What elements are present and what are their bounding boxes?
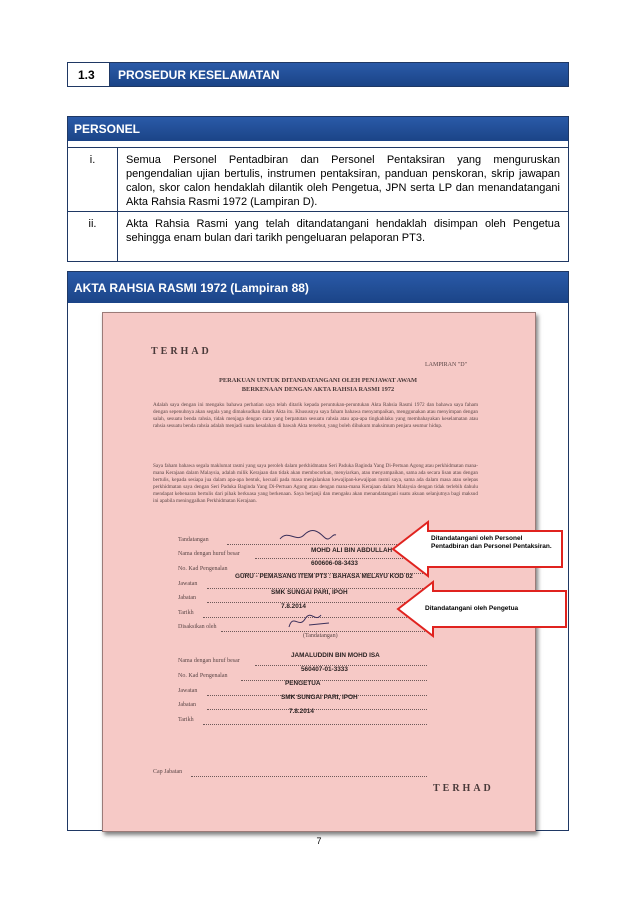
form-title-line1: PERAKUAN UNTUK DITANDATANGANI OLEH PENJAWAT AWAM [218, 377, 418, 384]
declaration-paragraph-1: Adalah saya dengan ini mengaku bahawa perhatian saya telah ditarik kepada peruntukan-peruntukan Akta Rahsia Rasmi 1972 dan bahawa saya faham dengan sepenuhnya akan segala yang dimaksudkan dalam Akta itu. Khususnya saya faham bahawa menyampaikan, menggunakan atau menyimpan dengan salah, sesuatu benda rahsia, tidak menjaga dengan cara yang berpatutan sesuatu rahsia atau apa-apa tingkahlaku yang membahayakan keselamatan atau rahsia sesuatu benda rahsia adalah menjadi suatu kesalahan di bawah Akta tersebut, yang boleh dihukum maksimum penjara seumur hidup. [153, 402, 478, 429]
arrow-2-label: Ditandatangani oleh Pengetua [425, 605, 519, 612]
label-kp: No. Kad Pengenalan [178, 566, 228, 572]
label-cap-jabatan: Cap Jabatan [153, 769, 183, 775]
label-nama-2: Nama dengan huruf besar [178, 658, 240, 664]
label-jabatan: Jabatan [178, 595, 196, 601]
row-text: Akta Rahsia Rasmi yang telah ditandatangani hendaklah disimpan oleh Pengetua sehingga enam bulan dari tarikh pengeluaran pelaporan PT3. [126, 218, 560, 244]
lampiran-label: LAMPIRAN "D" [425, 362, 468, 368]
label-jawatan-2: Jawatan [178, 688, 198, 694]
section-number: 1.3 [68, 63, 110, 86]
label-kp-2: No. Kad Pengenalan [178, 673, 228, 679]
arrow-1-label: Ditandatangani oleh Personel Pentadbiran dan Personel Pentaksiran. [431, 535, 552, 550]
witness-position: PENGETUA [285, 680, 321, 687]
terhad-top: TERHAD [151, 346, 212, 357]
declaration-paragraph-2: Saya faham bahawa segala maklumat rasmi yang saya peroleh dalam perkhidmatan Seri Paduka Baginda Yang Di-Pertuan Agong atau perkhidmatan mana-mana Kerajaan dalam Malaysia, adalah milik Kerajaan dan tidak akan membocorkan, menyiarkan, atau menyampaikan, sama ada secara lisan atau dengan bertulis, kepada sesiapa jua dalam apa-apa bentuk, kecuali pada masa menjalankan kewajipan-kewajipan rasmi saya, sama ada dalam masa atau selepas perkhidmatan saya dengan Seri Paduka Baginda Yang Di-Pertuan Agong atau dengan mana-mana Kerajaan dalam Malaysia dengan tidak terlebih dahulu mendapat kebenaran bertulis dari pihak berkuasa yang berkenaan. Saya berjanji dan mengaku akan menandatangani suatu akuan selanjutnya bagi maksud ini apabila meninggalkan Perkhidmatan Kerajaan. [153, 463, 478, 504]
label-disaksikan: Disaksikan oleh [178, 624, 217, 630]
witness-name: JAMALUDDIN BIN MOHD ISA [291, 652, 380, 659]
witness-date: 7.8.2014 [289, 708, 314, 715]
officer-ic: 600606-08-3433 [311, 560, 358, 567]
section-title: PROSEDUR KESELAMATAN [110, 63, 568, 86]
label-jabatan-2: Jabatan [178, 702, 196, 708]
page-number: 7 [316, 836, 322, 846]
label-nama: Nama dengan huruf besar [178, 551, 240, 557]
label-tandatangan-kurung: (Tandatangan) [303, 633, 338, 639]
personel-heading: PERSONEL [68, 117, 568, 141]
label-jawatan: Jawatan [178, 581, 198, 587]
witness-ic: 560407-01-3333 [301, 666, 348, 673]
officer-name: MOHD ALI BIN ABDULLAH [311, 547, 393, 554]
terhad-bottom: TERHAD [433, 783, 494, 794]
officer-department: SMK SUNGAI PARI, IPOH [271, 589, 348, 596]
label-tarikh: Tarikh [178, 610, 194, 616]
witness-department: SMK SUNGAI PARI, IPOH [281, 694, 358, 701]
officer-position: GURU - PEMASANG ITEM PT3 : BAHASA MELAYU KOD 02 [235, 573, 413, 580]
label-tandatangan: Tandatangan [178, 537, 209, 543]
akta-heading: AKTA RAHSIA RASMI 1972 (Lampiran 88) [68, 272, 568, 303]
row-number: ii. [68, 212, 118, 261]
form-title-line2: BERKENAAN DENGAN AKTA RAHSIA RASMI 1972 [241, 386, 395, 393]
row-number: i. [68, 148, 118, 211]
label-tarikh-2: Tarikh [178, 717, 194, 723]
row-text: Semua Personel Pentadbiran dan Personel Pentaksiran yang menguruskan pengendalian ujian bertulis, instrumen pentaksiran, panduan penskoran, skrip jawapan calon, skor calon hendaklah dilantik oleh Pengetua, JPN serta LP dan menandatangani Akta Rahsia Rasmi 1972 (Lampiran D). [126, 154, 560, 208]
officer-date: 7.8.2014 [281, 603, 306, 610]
